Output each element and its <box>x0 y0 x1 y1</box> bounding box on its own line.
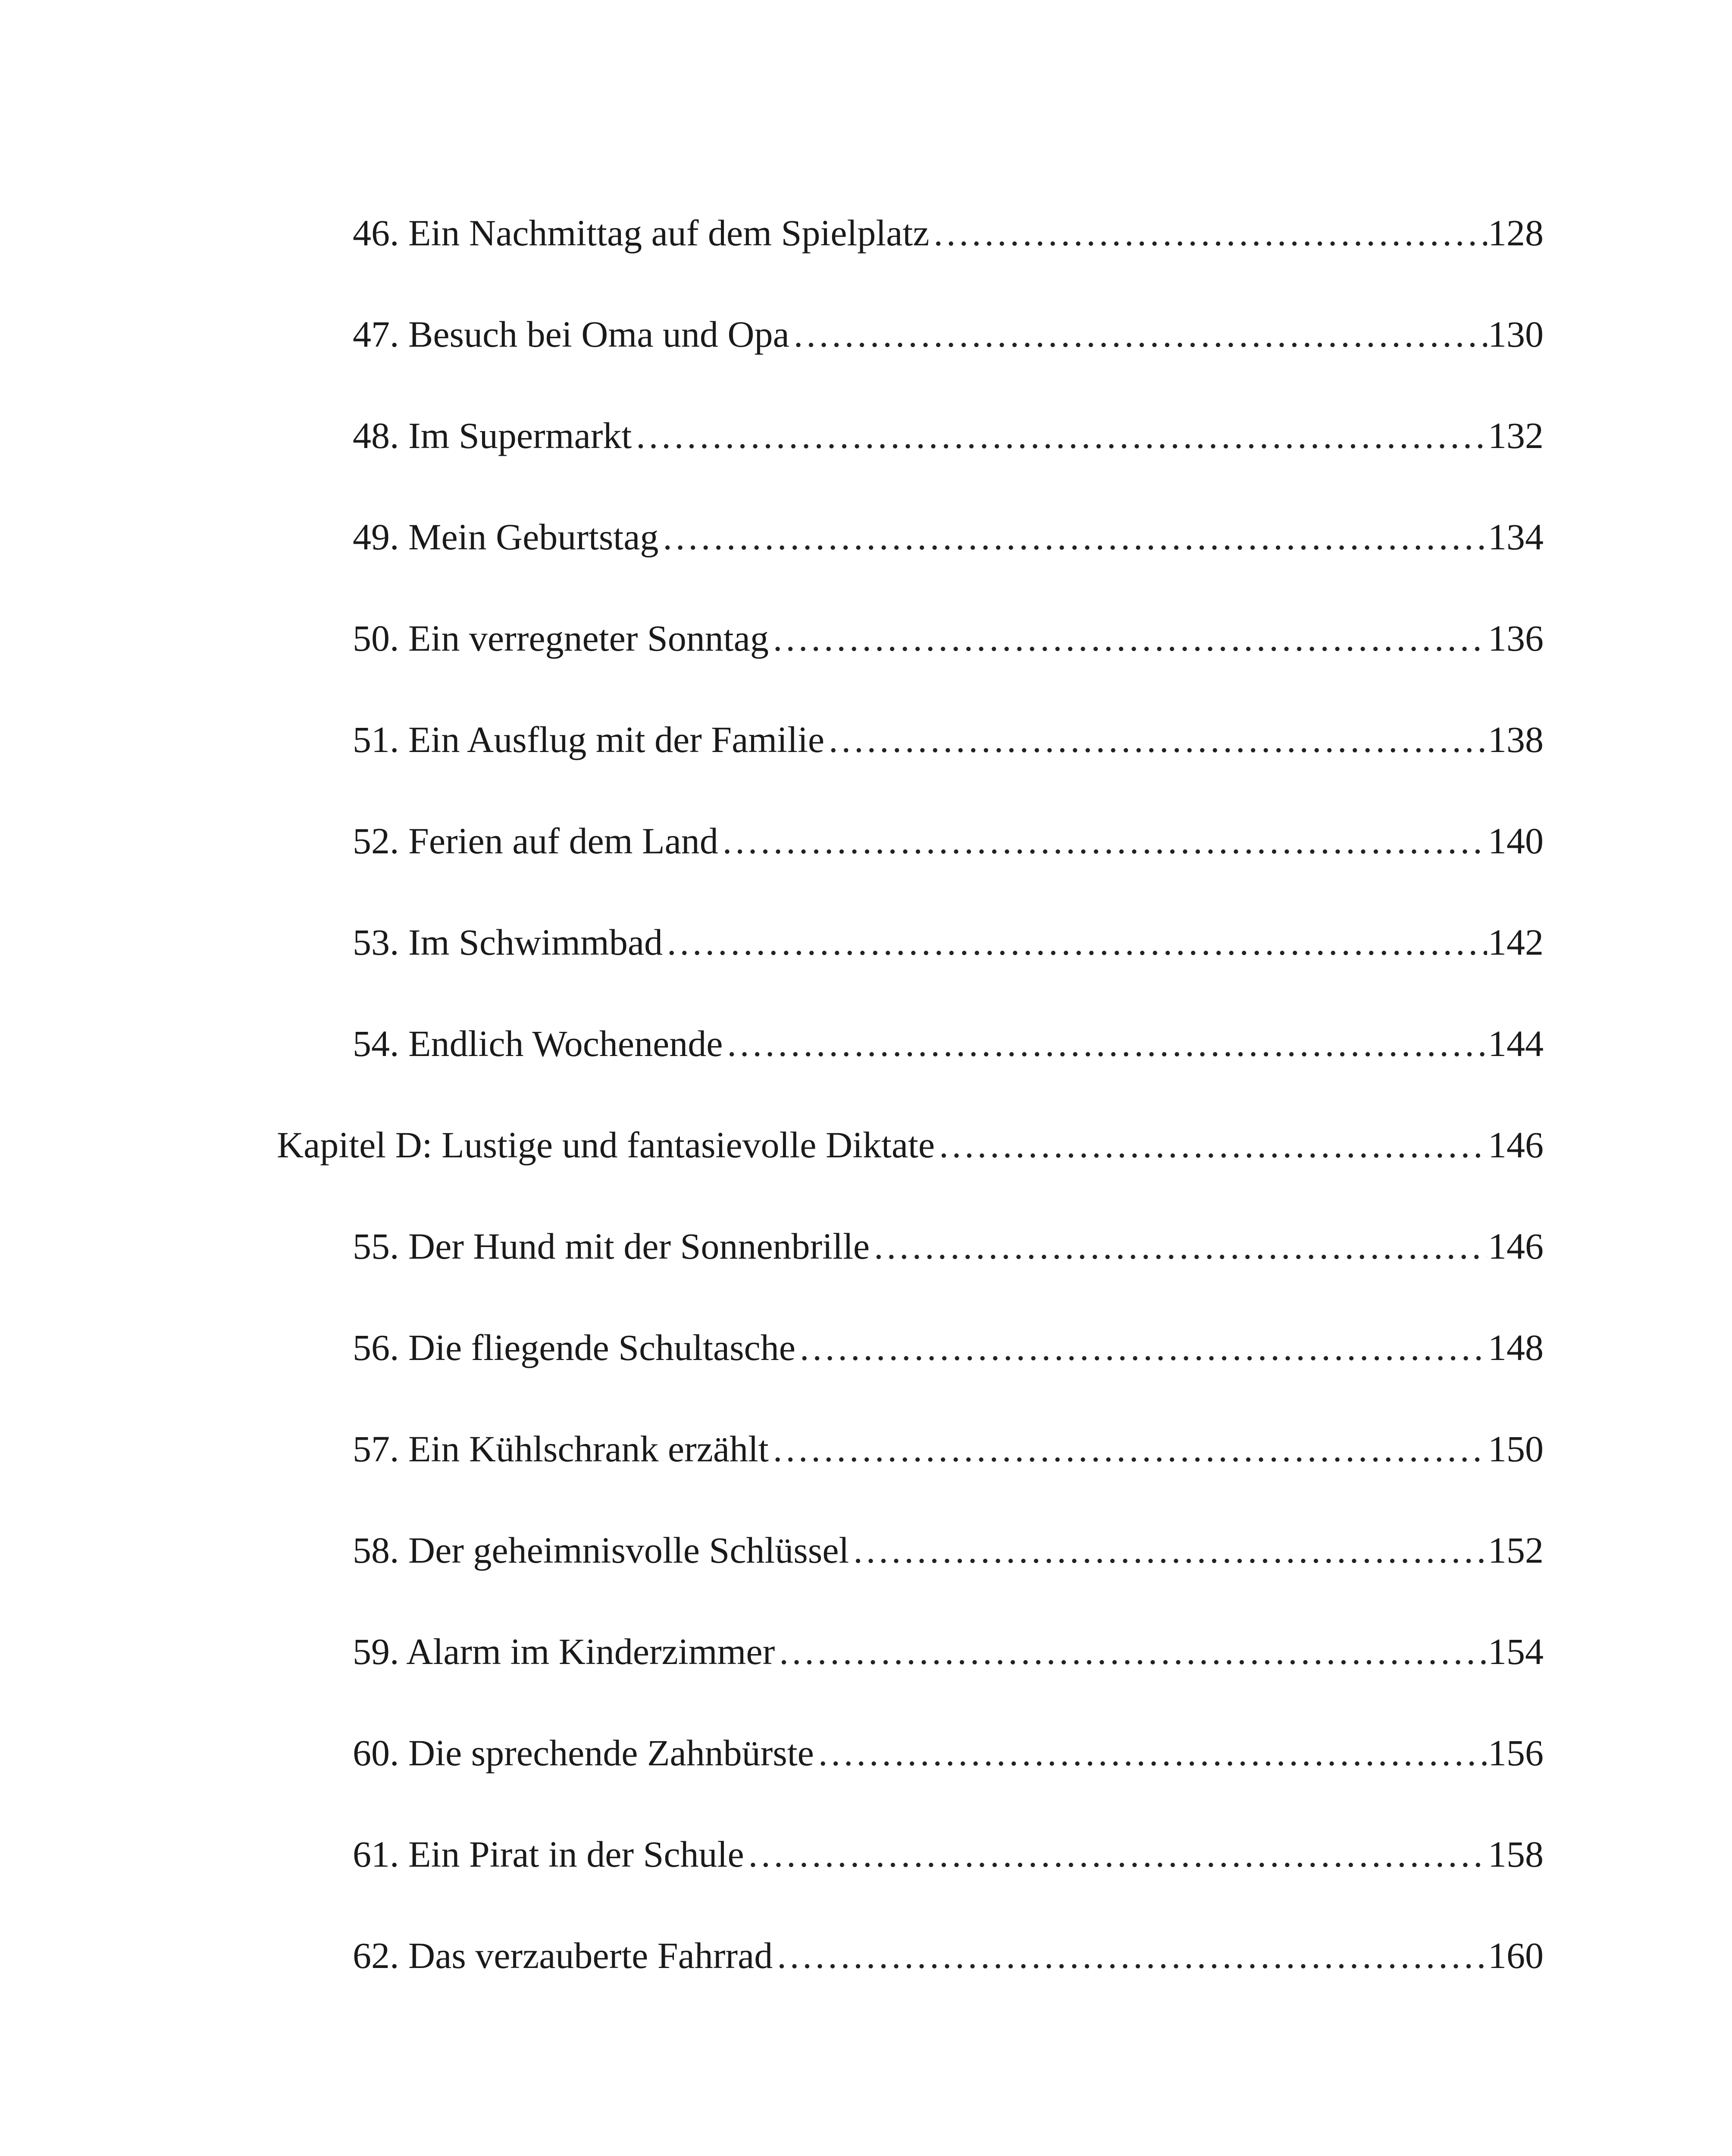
toc-entry[interactable] <box>0 1925 1732 1986</box>
toc-page-number: 154 <box>1488 1631 1544 1672</box>
toc-leader-dots <box>794 304 1487 364</box>
toc-page-number: 134 <box>1488 516 1544 558</box>
toc-entry-title: 50. Ein verregneter Sonntag <box>353 617 769 659</box>
toc-page-number: 128 <box>1488 212 1544 254</box>
toc-entry[interactable] <box>0 304 1732 364</box>
toc-leader-dots <box>777 1925 1487 1986</box>
toc-entry[interactable] <box>0 405 1732 466</box>
toc-entry-title: 53. Im Schwimmbad <box>353 921 663 963</box>
toc-leader-dots <box>853 1520 1487 1580</box>
toc-leader-dots <box>727 1013 1487 1074</box>
toc-entry-title: 47. Besuch bei Oma und Opa <box>353 313 789 355</box>
toc-page-number: 150 <box>1488 1428 1544 1470</box>
toc-leader-dots <box>939 1115 1487 1175</box>
toc-entry-title: 54. Endlich Wochenende <box>353 1023 723 1064</box>
toc-entry[interactable] <box>0 1723 1732 1783</box>
toc-entry-title: 56. Die fliegende Schultasche <box>353 1327 796 1368</box>
toc-leader-dots <box>779 1621 1487 1682</box>
toc-entry[interactable] <box>0 811 1732 871</box>
toc-leader-dots <box>773 1419 1487 1479</box>
toc-leader-dots <box>636 405 1487 466</box>
toc-page-number: 138 <box>1488 719 1544 760</box>
toc-entry[interactable] <box>0 507 1732 567</box>
toc-leader-dots <box>818 1723 1487 1783</box>
toc-page-number: 146 <box>1488 1225 1544 1267</box>
toc-chapter-heading[interactable] <box>0 1115 1732 1175</box>
toc-entry[interactable] <box>0 1824 1732 1884</box>
toc-leader-dots <box>773 608 1487 668</box>
toc-entry-title: 52. Ferien auf dem Land <box>353 820 718 862</box>
toc-entry-title: 49. Mein Geburtstag <box>353 516 659 558</box>
toc-entry-title: 58. Der geheimnisvolle Schlüssel <box>353 1529 849 1571</box>
toc-entry[interactable] <box>0 1419 1732 1479</box>
toc-page-number: 140 <box>1488 820 1544 862</box>
toc-page-number: 142 <box>1488 921 1544 963</box>
toc-entry[interactable] <box>0 203 1732 263</box>
toc-page-number: 146 <box>1488 1124 1544 1166</box>
toc-entry[interactable] <box>0 912 1732 972</box>
toc-entry[interactable] <box>0 1216 1732 1276</box>
toc-leader-dots <box>829 709 1487 770</box>
toc-entry[interactable] <box>0 1013 1732 1074</box>
toc-page-number: 158 <box>1488 1833 1544 1875</box>
toc-leader-dots <box>933 203 1487 263</box>
toc-leader-dots <box>723 811 1487 871</box>
toc-entry-title: 55. Der Hund mit der Sonnenbrille <box>353 1225 870 1267</box>
toc-chapter-title: Kapitel D: Lustige und fantasievolle Diktate <box>277 1124 935 1166</box>
toc-leader-dots <box>667 912 1487 972</box>
toc-entry-title: 57. Ein Kühlschrank erzählt <box>353 1428 769 1470</box>
toc-page-number: 148 <box>1488 1327 1544 1368</box>
toc-entry-title: 48. Im Supermarkt <box>353 415 632 456</box>
toc-entry[interactable] <box>0 608 1732 668</box>
toc-entry-title: 62. Das verzauberte Fahrrad <box>353 1935 773 1976</box>
toc-page-number: 152 <box>1488 1529 1544 1571</box>
toc-page-number: 130 <box>1488 313 1544 355</box>
toc-leader-dots <box>749 1824 1487 1884</box>
toc-page-number: 136 <box>1488 617 1544 659</box>
toc-entry-title: 51. Ein Ausflug mit der Familie <box>353 719 825 760</box>
toc-entry-title: 60. Die sprechende Zahnbürste <box>353 1732 814 1774</box>
toc-entry[interactable] <box>0 1317 1732 1378</box>
toc-leader-dots <box>874 1216 1487 1276</box>
toc-page-number: 132 <box>1488 415 1544 456</box>
toc-entry[interactable] <box>0 1520 1732 1580</box>
toc-entry-title: 46. Ein Nachmittag auf dem Spielplatz <box>353 212 930 254</box>
toc-page-number: 144 <box>1488 1023 1544 1064</box>
toc-page-number: 156 <box>1488 1732 1544 1774</box>
toc-entry[interactable] <box>0 709 1732 770</box>
toc-leader-dots <box>800 1317 1487 1378</box>
toc-entry[interactable] <box>0 1621 1732 1682</box>
toc-entry-title: 61. Ein Pirat in der Schule <box>353 1833 744 1875</box>
toc-leader-dots <box>663 507 1487 567</box>
toc-entry-title: 59. Alarm im Kinderzimmer <box>353 1631 775 1672</box>
toc-page-number: 160 <box>1488 1935 1544 1976</box>
